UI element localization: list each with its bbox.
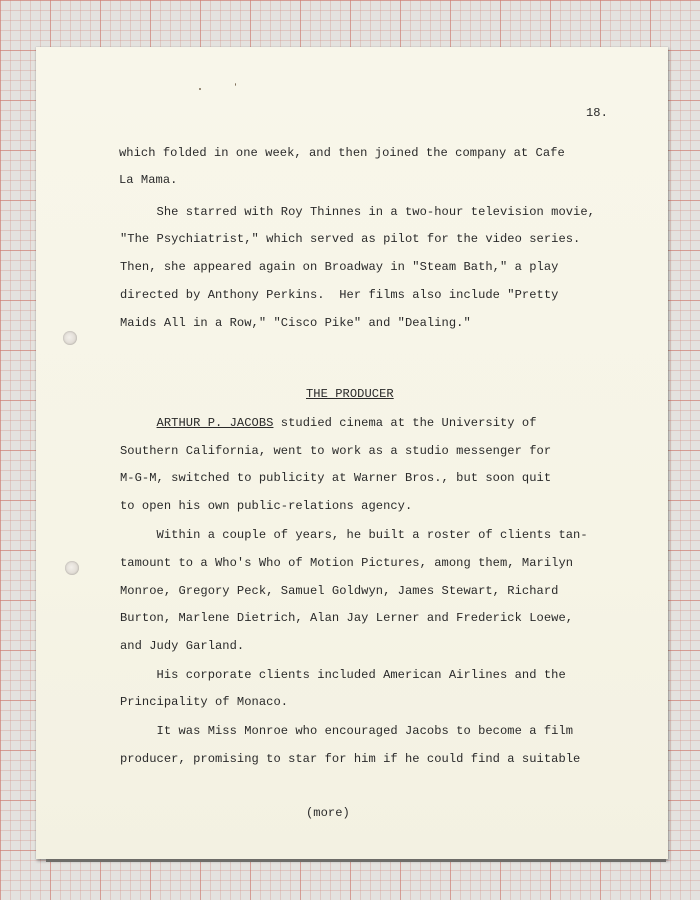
text-line: It was Miss Monroe who encouraged Jacobs to become a film [120, 724, 574, 738]
text-line: producer, promising to star for him if he could find a suitable [120, 752, 581, 766]
text-line-rest: studied cinema at the University of [273, 416, 537, 430]
text-line: Then, she appeared again on Broadway in "Steam Bath," a play [120, 260, 559, 274]
text-line: Monroe, Gregory Peck, Samuel Goldwyn, James Stewart, Richard [120, 584, 559, 598]
text-line: which folded in one week, and then joined the company at Cafe [119, 146, 565, 160]
punch-hole [63, 331, 77, 345]
typed-page [36, 47, 668, 859]
more-footer: (more) [306, 806, 350, 820]
section-heading: THE PRODUCER [306, 387, 394, 401]
text-line: to open his own public-relations agency. [120, 499, 413, 513]
producer-name: ARTHUR P. JACOBS [156, 416, 274, 430]
text-line: "The Psychiatrist," which served as pilot for the video series. [120, 232, 581, 246]
text-line: directed by Anthony Perkins. Her films also include "Pretty [120, 288, 559, 302]
text-line: Within a couple of years, he built a roster of clients tan- [120, 528, 588, 542]
text-line [120, 416, 537, 430]
text-line: Burton, Marlene Dietrich, Alan Jay Lerner and Frederick Loewe, [120, 611, 574, 625]
paper-speck [199, 88, 201, 90]
text-line: and Judy Garland. [120, 639, 245, 653]
text-line: Maids All in a Row," "Cisco Pike" and "Dealing." [120, 316, 471, 330]
text-line: tamount to a Who's Who of Motion Pictures, among them, Marilyn [120, 556, 574, 570]
punch-hole [65, 561, 79, 575]
text-line: Principality of Monaco. [120, 695, 289, 709]
paper-speck [235, 83, 236, 86]
text-line: M-G-M, switched to publicity at Warner Bros., but soon quit [120, 471, 552, 485]
text-line: La Mama. [119, 173, 178, 187]
text-line: Southern California, went to work as a studio messenger for [120, 444, 552, 458]
page-number: 18. [586, 106, 608, 120]
text-line: She starred with Roy Thinnes in a two-hour television movie, [120, 205, 595, 219]
text-line: His corporate clients included American Airlines and the [120, 668, 566, 682]
